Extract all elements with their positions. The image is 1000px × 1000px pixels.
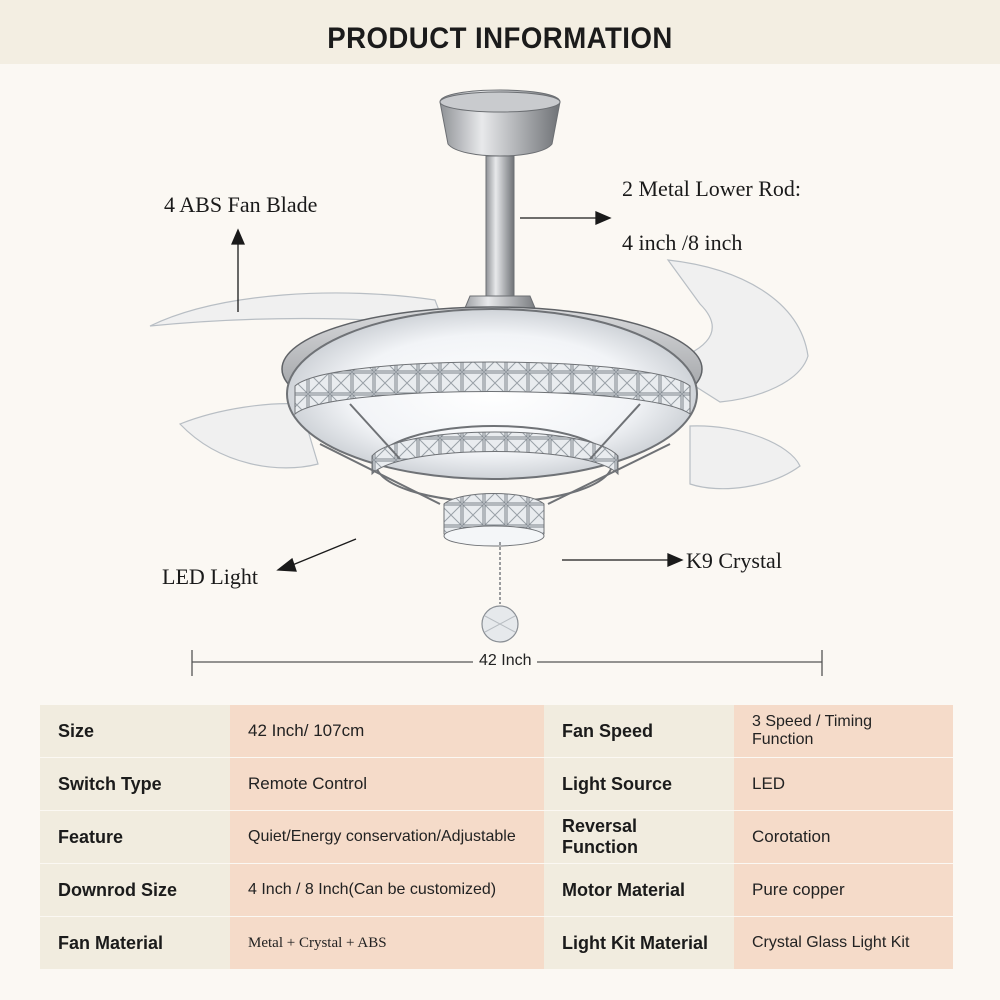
spec-label: Feature	[40, 811, 230, 864]
spec-value: 3 Speed / Timing Function	[734, 705, 953, 758]
spec-label: Fan Speed	[544, 705, 734, 758]
callout-led-light: LED Light	[162, 564, 258, 589]
spec-label: Downrod Size	[40, 864, 230, 917]
canopy	[440, 90, 560, 156]
spec-value: Pure copper	[734, 864, 953, 917]
ceiling-fan-image	[0, 64, 1000, 694]
callout-k9-crystal: K9 Crystal	[686, 548, 782, 573]
table-row	[40, 917, 953, 970]
spec-value: LED	[734, 758, 953, 811]
table-row	[40, 864, 953, 917]
diameter-label: 42 Inch	[473, 652, 537, 670]
spec-value: Crystal Glass Light Kit	[734, 917, 953, 970]
callout-fan-blade: 4 ABS Fan Blade	[164, 192, 318, 217]
product-illustration	[0, 64, 1000, 694]
spec-label: Reversal Function	[544, 811, 734, 864]
table-row	[40, 705, 953, 758]
spec-value: Corotation	[734, 811, 953, 864]
downrod	[486, 156, 514, 306]
spec-table	[40, 704, 953, 970]
spec-label: Light Source	[544, 758, 734, 811]
spec-value: 42 Inch/ 107cm	[230, 705, 544, 758]
spec-label: Fan Material	[40, 917, 230, 970]
spec-label: Light Kit Material	[544, 917, 734, 970]
callout-lower-rod: 2 Metal Lower Rod:	[622, 176, 802, 201]
table-row	[40, 758, 953, 811]
spec-value: Quiet/Energy conservation/Adjustable	[230, 811, 544, 864]
spec-value: Metal + Crystal + ABS	[230, 917, 544, 970]
callout-lower-rod-sizes: 4 inch /8 inch	[622, 230, 743, 255]
spec-label: Motor Material	[544, 864, 734, 917]
table-row	[40, 811, 953, 864]
page-title: PRODUCT INFORMATION	[327, 22, 673, 55]
spec-label: Size	[40, 705, 230, 758]
spec-value: Remote Control	[230, 758, 544, 811]
spec-label: Switch Type	[40, 758, 230, 811]
spec-value: 4 Inch / 8 Inch(Can be customized)	[230, 864, 544, 917]
